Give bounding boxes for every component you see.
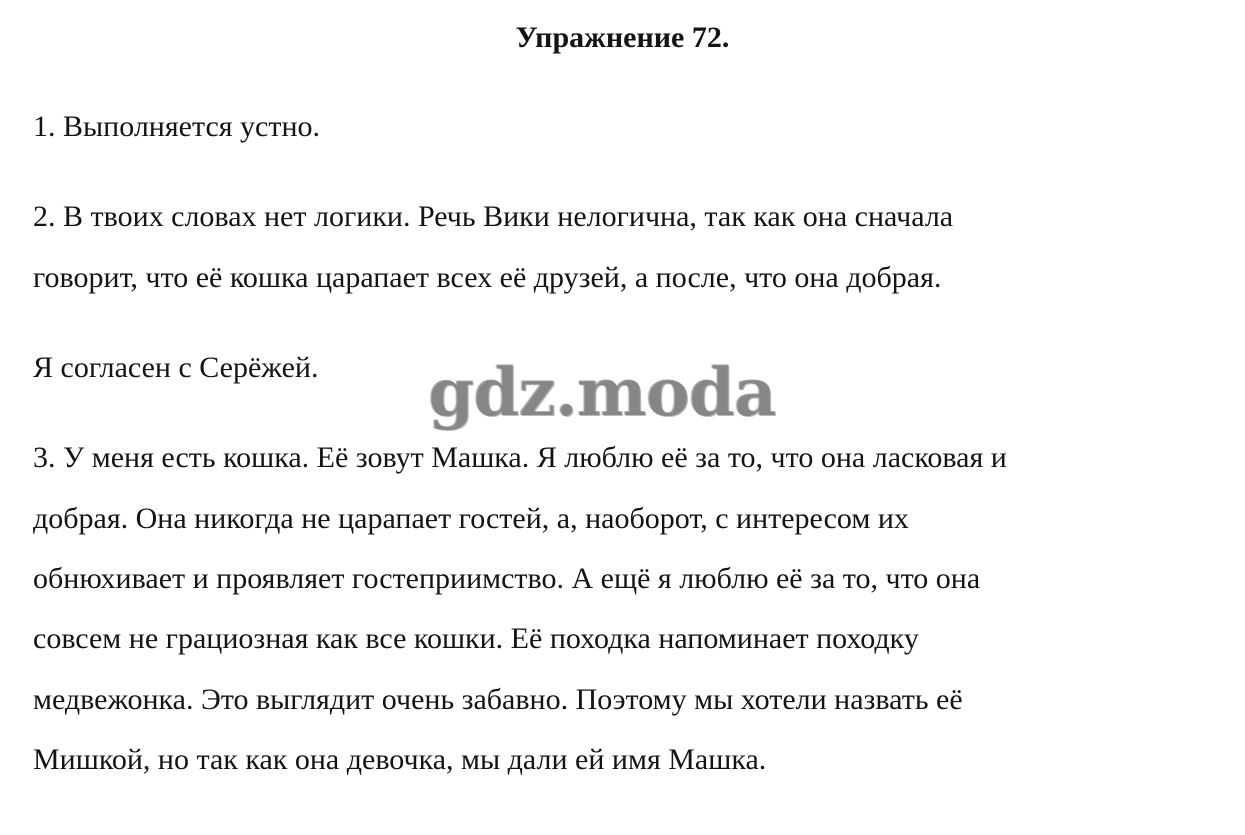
watermark-logo: gdz.moda <box>428 353 776 431</box>
answer-3-line-1: 3. У меня есть кошка. Её зовут Машка. Я люблю её за то, что она ласковая и <box>33 441 1007 474</box>
answer-1-line: 1. Выполняется устно. <box>33 110 321 143</box>
answer-3-line-5: медвежонка. Это выглядит очень забавно. Поэтому мы хотели назвать её <box>33 683 963 716</box>
answer-2-line-1: 2. В твоих словах нет логики. Речь Вики нелогична, так как она сначала <box>33 200 954 233</box>
answer-3-line-2: добрая. Она никогда не царапает гостей, а, наоборот, с интересом их <box>33 502 909 535</box>
answer-3-line-4: совсем не грациозная как все кошки. Её походка напоминает походку <box>33 622 919 655</box>
exercise-title: Упражнение 72. <box>515 21 730 54</box>
answer-3-line-3: обнюхивает и проявляет гостеприимство. А ещё я люблю её за то, что она <box>33 562 981 595</box>
answer-2-line-2: говорит, что её кошка царапает всех её друзей, а после, что она добрая. <box>33 261 942 294</box>
answer-2-line-3: Я согласен с Серёжей. <box>33 351 319 384</box>
answer-3-line-6: Мишкой, но так как она девочка, мы дали ей имя Машка. <box>33 743 767 776</box>
